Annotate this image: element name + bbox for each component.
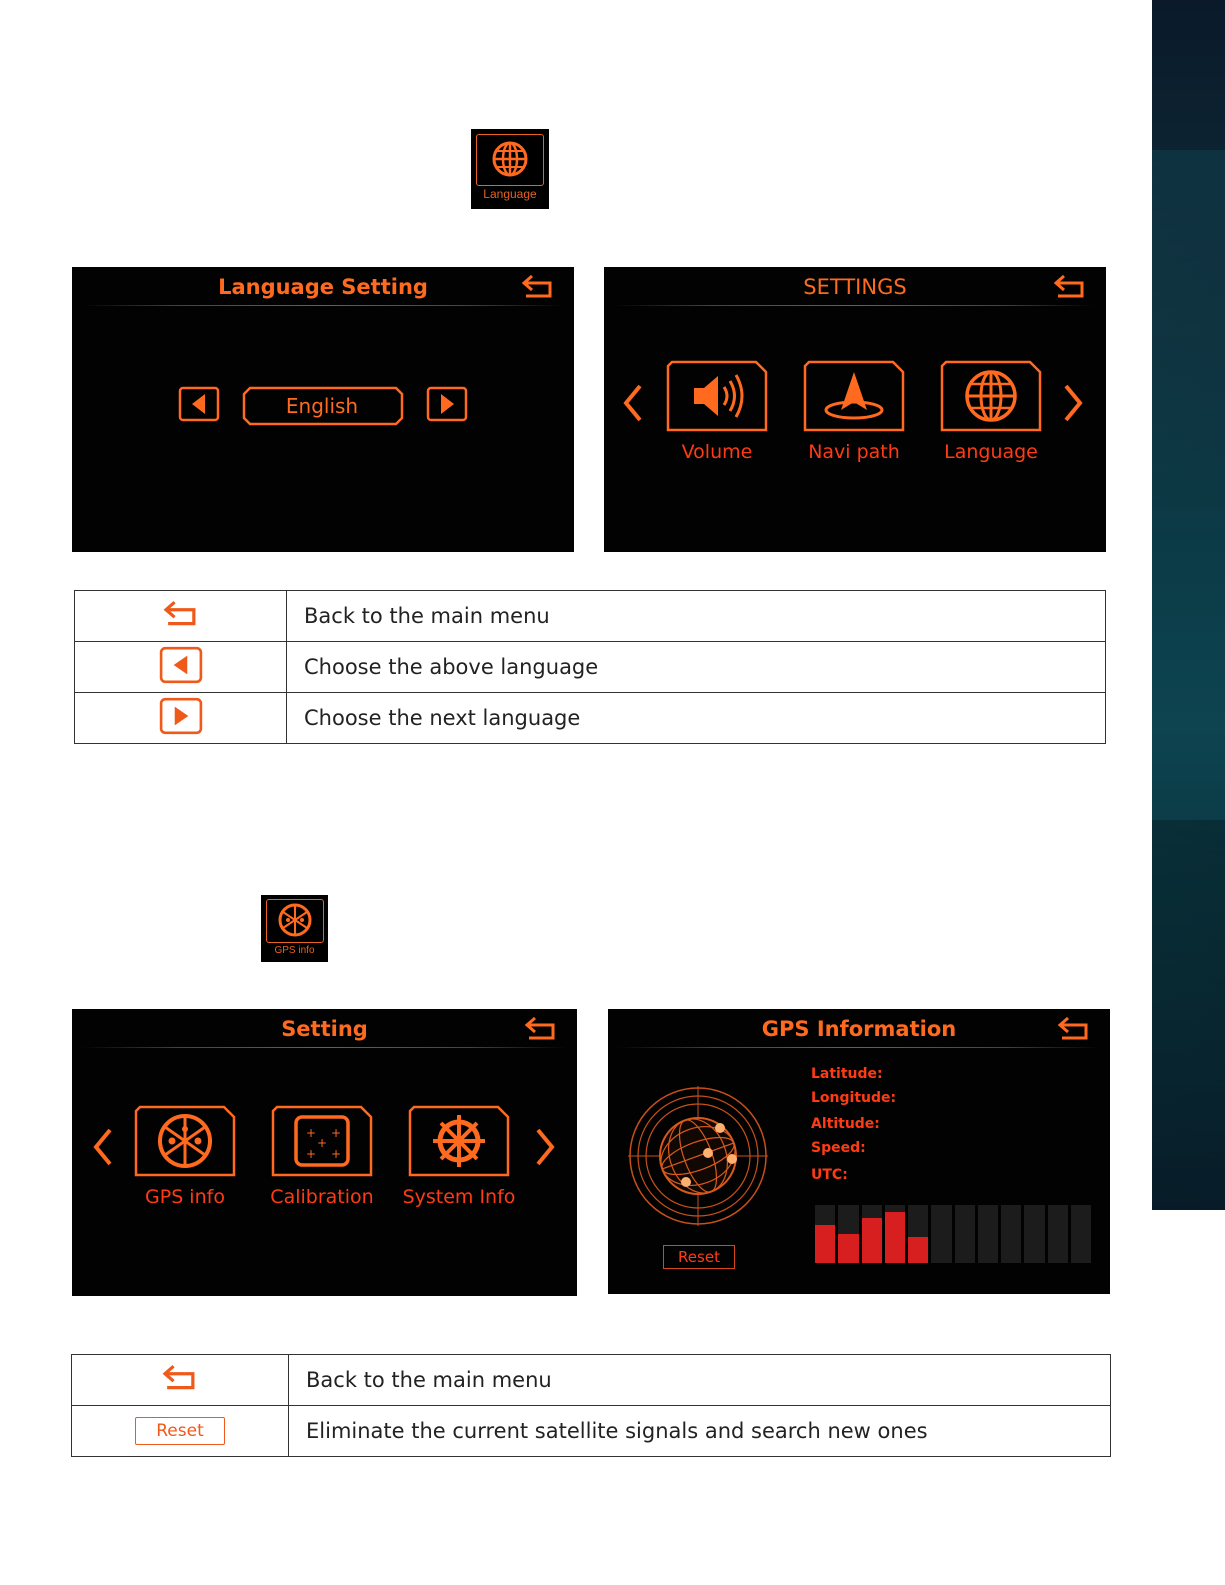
side-decoration-stripe — [1152, 0, 1225, 1210]
legend-symbol-cell — [72, 1355, 289, 1406]
gps-icon — [275, 900, 315, 940]
calibration-tile[interactable] — [271, 1105, 373, 1177]
signal-bar-slot — [908, 1205, 928, 1263]
signal-bar-slot — [1024, 1205, 1044, 1263]
signal-bar-slot — [931, 1205, 951, 1263]
language-tile[interactable] — [940, 360, 1042, 432]
settings-screen — [604, 267, 1106, 552]
table-row — [75, 642, 1106, 693]
signal-bar-slot — [862, 1205, 882, 1263]
signal-bar — [862, 1218, 882, 1263]
back-icon[interactable] — [523, 1015, 559, 1043]
back-icon — [160, 1363, 200, 1393]
signal-bar-slot — [885, 1205, 905, 1263]
legend-symbol-cell — [75, 591, 287, 642]
legend-symbol-cell — [75, 642, 287, 693]
signal-bar-slot — [1048, 1205, 1068, 1263]
svg-text:+: + — [331, 1147, 342, 1161]
signal-bar-slot — [1071, 1205, 1091, 1263]
next-language-button[interactable] — [426, 386, 468, 422]
latitude-label: Latitude: — [811, 1066, 883, 1082]
table-row — [72, 1406, 1111, 1457]
screen-title: Language Setting — [218, 275, 428, 299]
current-language-value: English — [285, 394, 359, 418]
left-arrow-icon — [159, 646, 203, 684]
svg-text:+: + — [306, 1126, 317, 1140]
table-row — [75, 693, 1106, 744]
stripe-facet — [1152, 820, 1225, 1210]
satellite-globe-icon — [626, 1084, 770, 1228]
signal-bar-slot — [815, 1205, 835, 1263]
gps-information-screen — [608, 1009, 1110, 1294]
speed-label: Speed: — [811, 1140, 866, 1156]
right-arrow-icon — [159, 697, 203, 735]
legend-symbol-cell — [72, 1406, 289, 1457]
title-divider — [614, 305, 1096, 306]
previous-page-arrow[interactable] — [92, 1127, 114, 1167]
setting-screen — [72, 1009, 577, 1296]
signal-bar-slot — [955, 1205, 975, 1263]
legend-description: Choose the above language — [287, 642, 1106, 693]
reset-symbol: Reset — [135, 1417, 225, 1445]
signal-bar-slot — [1001, 1205, 1021, 1263]
signal-strength-bars — [815, 1205, 1091, 1263]
signal-bar — [908, 1237, 928, 1263]
gps-legend-table — [71, 1354, 1111, 1457]
longitude-label: Longitude: — [811, 1090, 897, 1106]
svg-text:+: + — [306, 1147, 317, 1161]
reset-button[interactable]: Reset — [663, 1245, 735, 1269]
table-row — [72, 1355, 1111, 1406]
next-page-arrow[interactable] — [534, 1127, 556, 1167]
language-setting-screen — [72, 267, 574, 552]
altitude-label: Altitude: — [811, 1116, 880, 1132]
previous-language-button[interactable] — [178, 386, 220, 422]
signal-bar — [815, 1225, 835, 1263]
next-page-arrow[interactable] — [1062, 383, 1084, 423]
legend-description: Choose the next language — [287, 693, 1106, 744]
language-legend-table — [74, 590, 1106, 744]
screen-title: GPS Information — [761, 1017, 957, 1041]
signal-bar-slot — [978, 1205, 998, 1263]
navi-path-tile[interactable] — [803, 360, 905, 432]
settings-item-label: Language — [944, 441, 1038, 463]
gps-info-tile[interactable] — [134, 1105, 236, 1177]
screen-title: SETTINGS — [803, 275, 907, 299]
legend-symbol-cell — [75, 693, 287, 744]
setting-item-label: GPS info — [145, 1186, 225, 1208]
volume-tile[interactable] — [666, 360, 768, 432]
screen-title: Setting — [281, 1017, 368, 1041]
svg-text:+: + — [317, 1136, 328, 1150]
legend-description: Back to the main menu — [289, 1355, 1111, 1406]
language-app-icon — [471, 129, 549, 209]
title-divider — [82, 1047, 567, 1048]
language-app-icon-label: Language — [483, 187, 537, 201]
back-icon[interactable] — [1052, 273, 1088, 301]
title-divider — [82, 305, 564, 306]
legend-description: Eliminate the current satellite signals and search new ones — [289, 1406, 1111, 1457]
signal-bar-slot — [838, 1205, 858, 1263]
previous-page-arrow[interactable] — [622, 383, 644, 423]
title-divider — [618, 1047, 1100, 1048]
language-display — [242, 386, 402, 424]
gps-info-app-icon — [261, 895, 328, 962]
globe-icon — [489, 138, 531, 180]
settings-item-label: Navi path — [808, 441, 900, 463]
utc-label: UTC: — [811, 1167, 848, 1183]
table-row — [75, 591, 1106, 642]
signal-bar — [885, 1212, 905, 1263]
system-info-tile[interactable] — [408, 1105, 510, 1177]
back-icon[interactable] — [1056, 1015, 1092, 1043]
stripe-facet — [1152, 150, 1225, 500]
setting-item-label: Calibration — [270, 1186, 374, 1208]
svg-text:+: + — [331, 1126, 342, 1140]
signal-bar — [838, 1234, 858, 1263]
back-icon[interactable] — [520, 273, 556, 301]
gps-info-app-icon-label: GPS info — [274, 945, 315, 956]
settings-item-label: Volume — [681, 441, 753, 463]
legend-description: Back to the main menu — [287, 591, 1106, 642]
setting-item-label: System Info — [402, 1186, 516, 1208]
back-icon — [161, 599, 201, 629]
